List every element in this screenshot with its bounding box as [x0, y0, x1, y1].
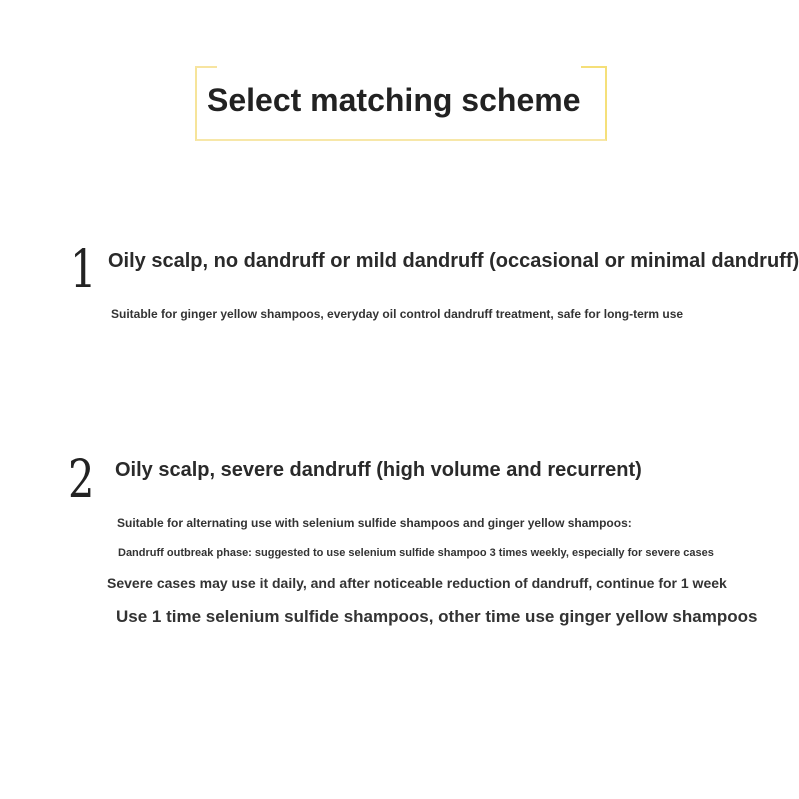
section-number-1: 1: [70, 240, 97, 300]
section-2-line: Use 1 time selenium sulfide shampoos, other time use ginger yellow shampoos: [116, 607, 758, 626]
section-1-heading: Oily scalp, no dandruff or mild dandruff (occasional or minimal dandruff): [108, 250, 799, 272]
section-1-line: Suitable for ginger yellow shampoos, everyday oil control dandruff treatment, safe for long-term use: [111, 307, 684, 321]
page-title: Select matching scheme: [207, 82, 581, 118]
section-number-2: 2: [68, 450, 95, 510]
section-2-heading: Oily scalp, severe dandruff (high volume and recurrent): [115, 459, 642, 481]
section-2-line: Suitable for alternating use with selenium sulfide shampoos and ginger yellow shampoos:: [117, 516, 632, 530]
section-2-line: Severe cases may use it daily, and after noticeable reduction of dandruff, continue for 1 week: [107, 575, 727, 591]
section-2-line: Dandruff outbreak phase: suggested to use selenium sulfide shampoo 3 times weekly, especially for severe cases: [118, 547, 714, 559]
